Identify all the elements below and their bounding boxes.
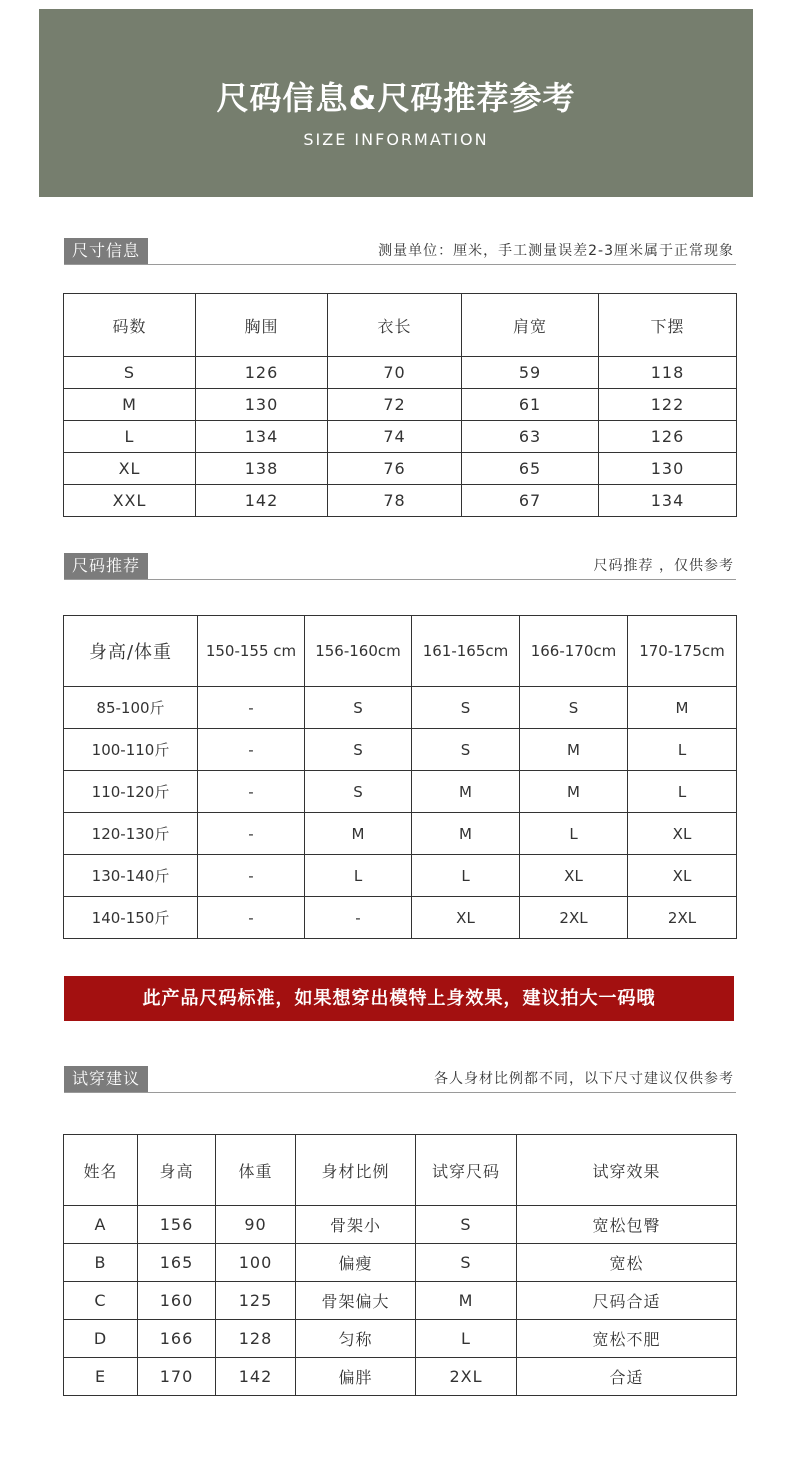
table-cell: 170 <box>138 1358 216 1396</box>
table-row <box>64 1206 737 1244</box>
table-row <box>64 1244 737 1282</box>
table-cell: S <box>412 729 520 771</box>
table-cell: 85-100斤 <box>64 687 198 729</box>
table-cell: 122 <box>599 389 737 421</box>
table-cell: 130-140斤 <box>64 855 198 897</box>
size-info-section-header <box>64 236 736 265</box>
table-cell: A <box>64 1206 138 1244</box>
table-cell: 70 <box>328 357 462 389</box>
table-cell: XXL <box>64 485 196 517</box>
table-cell: M <box>412 813 520 855</box>
table-header-row <box>64 1135 737 1206</box>
table-cell: 128 <box>216 1320 296 1358</box>
header-cell: 姓名 <box>64 1135 138 1206</box>
table-row <box>64 855 737 897</box>
table-cell: 宽松不肥 <box>517 1320 737 1358</box>
table-cell: 骨架偏大 <box>296 1282 416 1320</box>
table-cell: 100-110斤 <box>64 729 198 771</box>
table-cell: M <box>628 687 737 729</box>
table-cell: 125 <box>216 1282 296 1320</box>
header-cell: 衣长 <box>328 294 462 357</box>
table-cell: D <box>64 1320 138 1358</box>
table-cell: 120-130斤 <box>64 813 198 855</box>
table-cell: L <box>305 855 412 897</box>
table-cell: 74 <box>328 421 462 453</box>
header-cell: 下摆 <box>599 294 737 357</box>
header-cell: 身高/体重 <box>64 616 198 687</box>
table-cell: - <box>305 897 412 939</box>
table-cell: S <box>416 1206 517 1244</box>
size-info-table <box>63 293 737 517</box>
table-cell: 156 <box>138 1206 216 1244</box>
page-title: 尺码信息&尺码推荐参考 <box>216 79 576 117</box>
table-cell: S <box>305 729 412 771</box>
table-row <box>64 453 737 485</box>
table-cell: 130 <box>196 389 328 421</box>
table-cell: 宽松 <box>517 1244 737 1282</box>
table-cell: - <box>198 729 305 771</box>
table-cell: XL <box>64 453 196 485</box>
table-cell: L <box>628 771 737 813</box>
table-cell: 134 <box>196 421 328 453</box>
table-row <box>64 813 737 855</box>
header-cell: 码数 <box>64 294 196 357</box>
page-subtitle: SIZE INFORMATION <box>303 130 489 149</box>
table-cell: 126 <box>196 357 328 389</box>
table-cell: XL <box>628 855 737 897</box>
table-cell: M <box>412 771 520 813</box>
try-on-section-header <box>64 1064 736 1093</box>
table-row <box>64 687 737 729</box>
try-on-note: 各人身材比例都不同，以下尺寸建议仅供参考 <box>434 1071 734 1087</box>
table-row <box>64 1358 737 1396</box>
table-cell: L <box>412 855 520 897</box>
table-row <box>64 729 737 771</box>
header-cell: 身材比例 <box>296 1135 416 1206</box>
table-cell: 合适 <box>517 1358 737 1396</box>
table-cell: 2XL <box>416 1358 517 1396</box>
try-on-tag: 试穿建议 <box>64 1066 148 1092</box>
header-banner <box>39 9 753 197</box>
size-notice-banner: 此产品尺码标准，如果想穿出模特上身效果，建议拍大一码哦 <box>64 976 734 1021</box>
table-cell: - <box>198 897 305 939</box>
header-cell: 肩宽 <box>462 294 599 357</box>
table-cell: L <box>520 813 628 855</box>
table-cell: S <box>416 1244 517 1282</box>
table-cell: 宽松包臀 <box>517 1206 737 1244</box>
size-rec-note: 尺码推荐 ，仅供参考 <box>593 558 734 574</box>
table-cell: M <box>305 813 412 855</box>
table-cell: 138 <box>196 453 328 485</box>
size-info-note: 测量单位：厘米，手工测量误差2-3厘米属于正常现象 <box>378 243 734 259</box>
table-cell: S <box>305 771 412 813</box>
header-cell: 体重 <box>216 1135 296 1206</box>
table-cell: 165 <box>138 1244 216 1282</box>
table-cell: 100 <box>216 1244 296 1282</box>
table-cell: 110-120斤 <box>64 771 198 813</box>
table-row <box>64 1282 737 1320</box>
table-cell: XL <box>412 897 520 939</box>
table-cell: 67 <box>462 485 599 517</box>
table-cell: 偏胖 <box>296 1358 416 1396</box>
header-cell: 试穿效果 <box>517 1135 737 1206</box>
table-cell: M <box>520 729 628 771</box>
table-cell: 134 <box>599 485 737 517</box>
table-cell: B <box>64 1244 138 1282</box>
table-cell: 76 <box>328 453 462 485</box>
table-cell: 匀称 <box>296 1320 416 1358</box>
header-cell: 161-165cm <box>412 616 520 687</box>
header-cell: 166-170cm <box>520 616 628 687</box>
table-cell: - <box>198 771 305 813</box>
table-row <box>64 421 737 453</box>
header-cell: 156-160cm <box>305 616 412 687</box>
size-info-tag: 尺寸信息 <box>64 238 148 264</box>
table-cell: 142 <box>216 1358 296 1396</box>
table-cell: 126 <box>599 421 737 453</box>
table-cell: 63 <box>462 421 599 453</box>
table-header-row <box>64 616 737 687</box>
table-cell: 140-150斤 <box>64 897 198 939</box>
table-cell: M <box>64 389 196 421</box>
size-rec-table <box>63 615 737 939</box>
table-cell: 72 <box>328 389 462 421</box>
header-cell: 胸围 <box>196 294 328 357</box>
table-cell: 2XL <box>520 897 628 939</box>
header-cell: 身高 <box>138 1135 216 1206</box>
table-cell: - <box>198 855 305 897</box>
header-cell: 170-175cm <box>628 616 737 687</box>
table-cell: L <box>64 421 196 453</box>
table-cell: 90 <box>216 1206 296 1244</box>
table-cell: 160 <box>138 1282 216 1320</box>
header-cell: 150-155 cm <box>198 616 305 687</box>
table-cell: 骨架小 <box>296 1206 416 1244</box>
table-cell: L <box>416 1320 517 1358</box>
table-cell: M <box>416 1282 517 1320</box>
table-header-row <box>64 294 737 357</box>
table-cell: S <box>412 687 520 729</box>
table-cell: 142 <box>196 485 328 517</box>
table-cell: 尺码合适 <box>517 1282 737 1320</box>
table-cell: 61 <box>462 389 599 421</box>
table-cell: - <box>198 813 305 855</box>
table-cell: 166 <box>138 1320 216 1358</box>
try-on-table <box>63 1134 737 1396</box>
table-cell: XL <box>628 813 737 855</box>
table-cell: S <box>520 687 628 729</box>
table-cell: 65 <box>462 453 599 485</box>
table-row <box>64 485 737 517</box>
table-cell: 59 <box>462 357 599 389</box>
table-cell: S <box>64 357 196 389</box>
table-row <box>64 771 737 813</box>
table-cell: 2XL <box>628 897 737 939</box>
table-cell: 偏瘦 <box>296 1244 416 1282</box>
table-cell: M <box>520 771 628 813</box>
size-rec-tag: 尺码推荐 <box>64 553 148 579</box>
table-cell: 118 <box>599 357 737 389</box>
table-cell: S <box>305 687 412 729</box>
table-row <box>64 897 737 939</box>
table-cell: XL <box>520 855 628 897</box>
header-cell: 试穿尺码 <box>416 1135 517 1206</box>
table-cell: 130 <box>599 453 737 485</box>
table-cell: C <box>64 1282 138 1320</box>
table-row <box>64 389 737 421</box>
table-cell: E <box>64 1358 138 1396</box>
table-cell: - <box>198 687 305 729</box>
table-cell: L <box>628 729 737 771</box>
table-row <box>64 1320 737 1358</box>
table-row <box>64 357 737 389</box>
size-rec-section-header <box>64 551 736 580</box>
table-cell: 78 <box>328 485 462 517</box>
